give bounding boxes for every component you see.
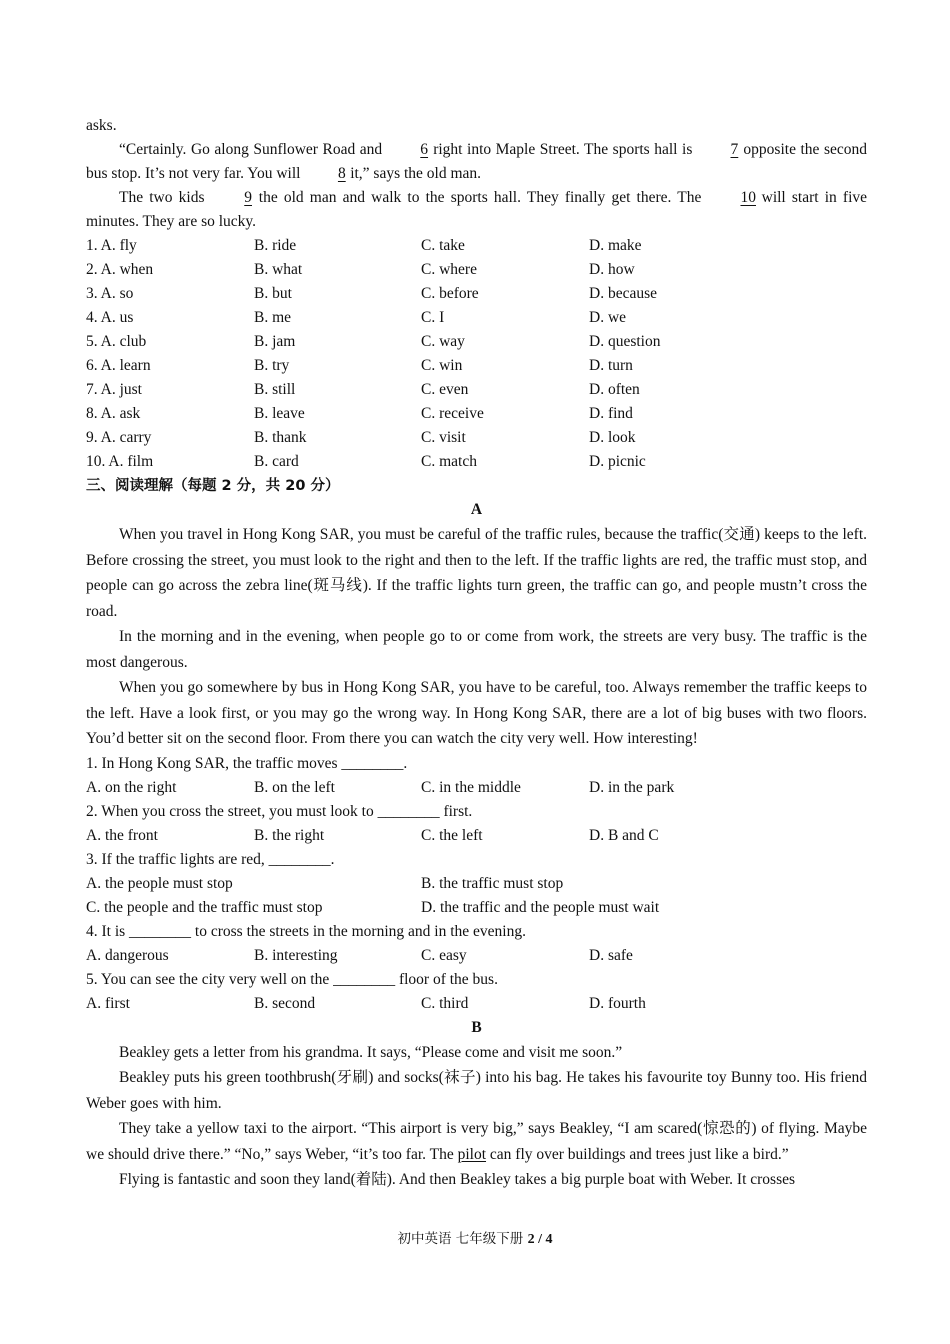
question-stem: 5. You can see the city very well on the ________ floor of the bus. [86, 970, 498, 988]
option-b: B. thank [254, 429, 307, 446]
option-c: C. in the middle [421, 778, 521, 796]
exam-page [86, 114, 867, 1193]
option-c: C. way [421, 333, 465, 350]
option-c: C. receive [421, 405, 484, 422]
passage-paragraph: When you travel in Hong Kong SAR, you must be careful of the traffic rules, because the traffic(交通) keeps to the left. Before crossing the street, you must look to the right and then to the left. If the traffic lights are red, the traffic must stop, and people can go across the zebra line(斑马线). If the traffic lights turn green, the traffic can go, and people mustn’t cross the road. [86, 526, 867, 620]
option-row-6 [86, 354, 867, 378]
option-row-7 [86, 378, 867, 402]
option-b: B. still [254, 381, 296, 398]
option-a: 1. A. fly [86, 237, 137, 254]
question-options [86, 896, 867, 920]
option-d: D. we [589, 309, 627, 326]
option-c: C. I [421, 309, 445, 326]
option-a: 9. A. carry [86, 429, 152, 446]
passage-a-questions [86, 752, 867, 1016]
question-options [86, 992, 867, 1016]
question-options [86, 872, 867, 896]
option-d: D. because [589, 285, 657, 302]
passage-paragraph: In the morning and in the evening, when people go to or come from work, the streets are very busy. The traffic is the most dangerous. [86, 628, 867, 671]
cloze-paragraph-6-8 [86, 138, 867, 186]
option-a: A. dangerous [86, 946, 169, 964]
passage-b [86, 1016, 867, 1193]
cloze-text: right into Maple Street. The sports hall is [428, 141, 697, 158]
option-d: D. look [589, 429, 636, 446]
option-c: C. the people and the traffic must stop [86, 898, 323, 916]
option-a: 6. A. learn [86, 357, 151, 374]
option-d: D. in the park [589, 778, 675, 796]
cloze-text: “Certainly. Go along Sunflower Road and [119, 141, 387, 158]
option-a: 7. A. just [86, 381, 142, 398]
cloze-text: the old man and walk to the sports hall. They finally get there. The [252, 189, 708, 206]
option-d: D. picnic [589, 453, 646, 470]
option-row-5 [86, 330, 867, 354]
option-c: C. even [421, 381, 469, 398]
option-a: 8. A. ask [86, 405, 141, 422]
option-row-2 [86, 258, 867, 282]
option-a: 10. A. film [86, 453, 154, 470]
option-b: B. try [254, 357, 290, 374]
option-d: D. fourth [589, 994, 646, 1012]
option-c: C. third [421, 994, 469, 1012]
page-footer [0, 1227, 950, 1248]
passage-text: can fly over buildings and trees just like a bird.” [486, 1145, 789, 1163]
option-c: C. match [421, 453, 477, 470]
cloze-text: will start in five minutes. They are so lucky. [86, 189, 868, 230]
option-b: B. second [254, 994, 316, 1012]
option-c: C. visit [421, 429, 466, 446]
cloze-paragraph-9-10 [86, 186, 867, 234]
page-number: 2 / 4 [527, 1232, 553, 1247]
option-a: A. the front [86, 826, 158, 844]
cloze-options [86, 234, 867, 474]
option-row-8 [86, 402, 867, 426]
blank-7: 7 [730, 141, 739, 158]
passage-label: B [471, 1018, 482, 1036]
option-row-4 [86, 306, 867, 330]
option-b: B. ride [254, 237, 297, 254]
question-stem: 4. It is ________ to cross the streets in the morning and in the evening. [86, 922, 526, 940]
option-c: C. before [421, 285, 479, 302]
option-a: 4. A. us [86, 309, 134, 326]
option-a: A. the people must stop [86, 874, 233, 892]
option-a: 3. A. so [86, 285, 134, 302]
option-b: B. the traffic must stop [421, 874, 564, 892]
option-c: C. where [421, 261, 477, 278]
passage-paragraph: Flying is fantastic and soon they land(着陆). And then Beakley takes a big purple boat with Weber. It crosses [119, 1171, 796, 1188]
cloze-text: opposite the second bus stop. It’s not very far. You will [86, 141, 867, 182]
option-b: B. on the left [254, 778, 335, 796]
cloze-text: it,” says the old man. [346, 165, 482, 182]
question-options [86, 824, 867, 848]
option-b: B. me [254, 309, 292, 326]
option-row-10 [86, 450, 867, 474]
passage-a [86, 498, 867, 752]
option-c: C. take [421, 237, 465, 254]
option-d: D. B and C [589, 826, 659, 844]
option-d: D. find [589, 405, 633, 422]
cloze-text: The two kids [119, 189, 211, 206]
option-d: D. often [589, 381, 640, 398]
option-c: C. win [421, 357, 463, 374]
option-row-1 [86, 234, 867, 258]
option-b: B. what [254, 261, 303, 278]
underlined-word: pilot [457, 1145, 487, 1163]
option-row-9 [86, 426, 867, 450]
option-a: A. first [86, 994, 130, 1012]
option-b: B. the right [254, 826, 325, 844]
option-a: 5. A. club [86, 333, 147, 350]
option-c: C. easy [421, 946, 467, 964]
passage-paragraph: When you go somewhere by bus in Hong Kong SAR, you have to be careful, too. Always remember the traffic keeps to the left. Have a look first, or you may go the wrong way. In Hong Kong SAR, there are a lot of big buses with two floors. You’d better sit on the second floor. From there you can watch the city very well. How interesting! [86, 679, 867, 747]
question-stem: 2. When you cross the street, you must look to ________ first. [86, 802, 473, 820]
footer-course: 初中英语 七年级下册 [397, 1231, 528, 1247]
option-d: D. question [589, 333, 661, 350]
option-d: D. turn [589, 357, 633, 374]
option-d: D. the traffic and the people must wait [421, 898, 660, 916]
passage-label: A [470, 501, 483, 518]
blank-9: 9 [244, 189, 252, 206]
blank-8: 8 [337, 165, 346, 182]
option-d: D. make [589, 237, 642, 254]
blank-6: 6 [420, 141, 429, 158]
section-title: 三、阅读理解（每题 2 分，共 20 分） [86, 478, 340, 494]
question-stem: 3. If the traffic lights are red, ________. [86, 850, 335, 868]
question-options [86, 944, 867, 968]
option-b: B. leave [254, 405, 305, 422]
option-b: B. jam [254, 333, 296, 350]
passage-text: They take a yellow taxi to the airport. “This airport is very big,” says Beakley, “I am scared(惊恐的) of flying. Maybe we should drive there.” “No,” says Weber, “it’s too far. The [86, 1120, 867, 1163]
passage-paragraph [86, 1116, 867, 1167]
option-row-3 [86, 282, 867, 306]
option-b: B. but [254, 285, 292, 302]
passage-paragraph: Beakley gets a letter from his grandma. It says, “Please come and visit me soon.” [119, 1043, 623, 1061]
option-a: 2. A. when [86, 261, 154, 278]
option-c: C. the left [421, 826, 483, 844]
option-d: D. how [589, 261, 635, 278]
option-b: B. interesting [254, 946, 338, 964]
option-d: D. safe [589, 946, 633, 964]
question-options [86, 776, 867, 800]
option-b: B. card [254, 453, 299, 470]
question-stem: 1. In Hong Kong SAR, the traffic moves ________. [86, 754, 408, 772]
passage-paragraph: Beakley puts his green toothbrush(牙刷) and socks(袜子) into his bag. He takes his favourite toy Bunny too. His friend Weber goes with him. [86, 1069, 867, 1112]
option-a: A. on the right [86, 778, 177, 796]
cloze-text-line: asks. [86, 117, 117, 134]
blank-10: 10 [740, 189, 756, 206]
